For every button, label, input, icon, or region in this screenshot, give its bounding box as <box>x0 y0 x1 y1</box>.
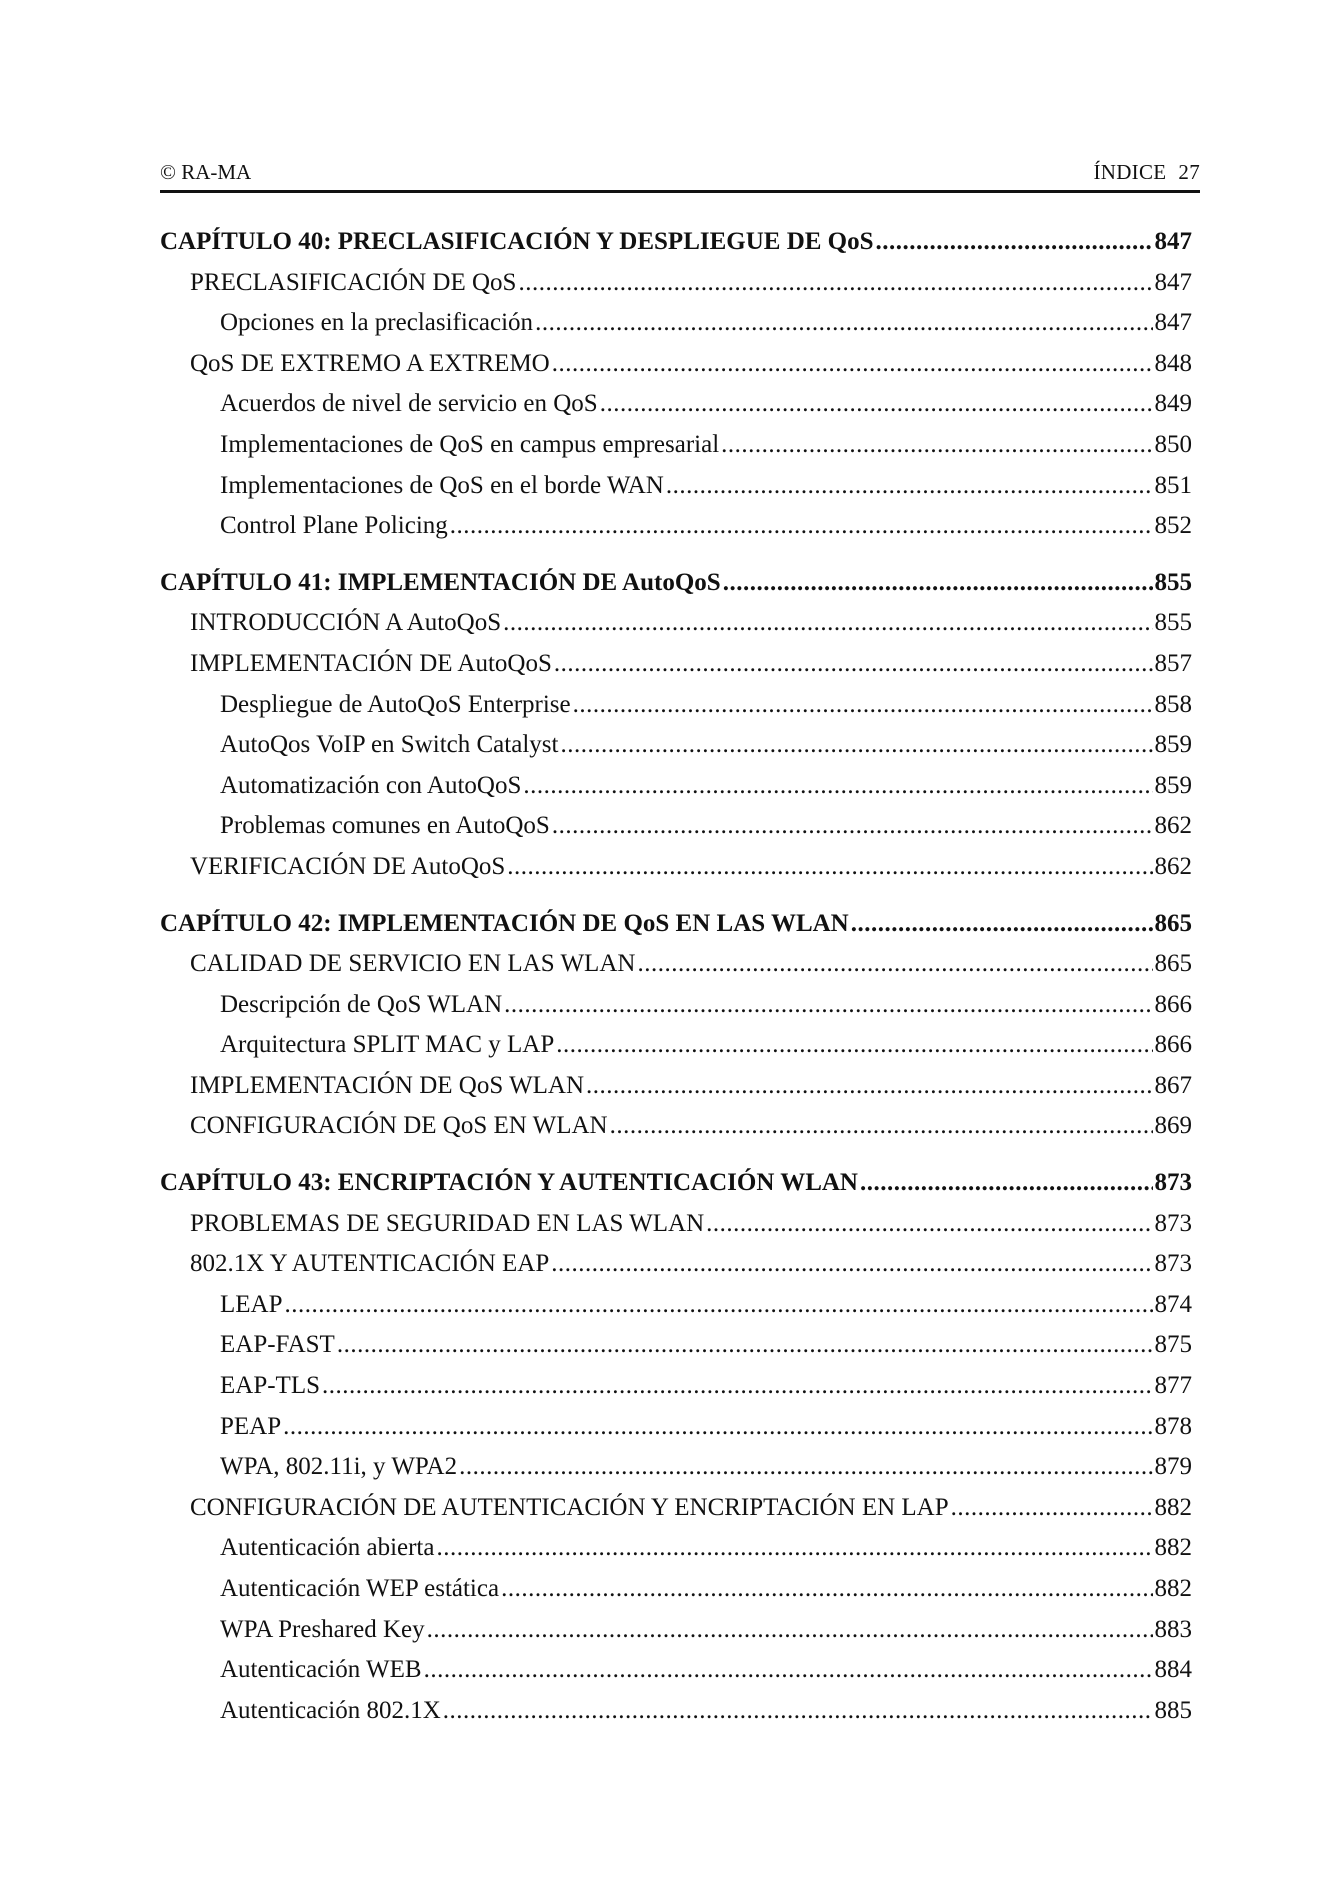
dot-leader <box>504 985 1152 1026</box>
dot-leader <box>560 725 1152 766</box>
toc-entry-page: 882 <box>1154 1493 1192 1521</box>
toc-entry-title: Autenticación WEP estática <box>220 1575 500 1602</box>
toc-subsection-entry[interactable] <box>160 766 1192 807</box>
toc-entry-title: IMPLEMENTACIÓN DE AutoQoS <box>190 649 552 677</box>
toc-entry-title: Autenticación WEB <box>220 1656 422 1684</box>
toc-entry-title: EAP-TLS <box>220 1372 320 1400</box>
toc-entry-title: CAPÍTULO 42: IMPLEMENTACIÓN DE QoS EN LAS WLAN <box>160 909 849 937</box>
dot-leader <box>337 1325 1153 1366</box>
toc-subsection-entry[interactable] <box>160 1569 1192 1610</box>
dot-leader <box>459 1447 1152 1488</box>
toc-entry-page: 869 <box>1154 1112 1192 1140</box>
toc-section-entry[interactable] <box>160 344 1192 385</box>
toc-chapter-entry[interactable] <box>160 222 1192 263</box>
toc-subsection-entry[interactable] <box>160 1325 1192 1366</box>
toc-entry-title: Descripción de QoS WLAN <box>220 990 503 1018</box>
publisher-label: © RA-MA <box>160 160 252 184</box>
toc-entry-page: 867 <box>1154 1071 1192 1099</box>
toc-entry-title: VERIFICACIÓN DE AutoQoS <box>190 852 506 880</box>
dot-leader <box>951 1488 1153 1529</box>
dot-leader <box>518 263 1152 304</box>
dot-leader <box>723 563 1153 604</box>
toc-entry-page: 859 <box>1154 771 1192 799</box>
toc-entry-page: 857 <box>1154 649 1192 677</box>
toc-subsection-entry[interactable] <box>160 466 1192 507</box>
toc-entry-title: QoS DE EXTREMO A EXTREMO <box>190 349 550 377</box>
toc-section-entry[interactable] <box>160 263 1192 304</box>
dot-leader <box>851 904 1153 945</box>
dot-leader <box>554 644 1153 685</box>
toc-section-entry[interactable] <box>160 1204 1192 1245</box>
toc-entry-title: LEAP <box>220 1290 283 1318</box>
dot-leader <box>556 1025 1152 1066</box>
toc-entry-title: CALIDAD DE SERVICIO EN LAS WLAN <box>190 950 636 978</box>
toc-section-entry[interactable] <box>160 1106 1192 1147</box>
dot-leader <box>552 344 1153 385</box>
dot-leader <box>721 425 1152 466</box>
toc-entry-page: 874 <box>1154 1290 1192 1318</box>
toc-entry-page: 878 <box>1154 1412 1192 1440</box>
toc-entry-title: Control Plane Policing <box>220 512 448 540</box>
dot-leader <box>706 1204 1152 1245</box>
dot-leader <box>507 847 1152 888</box>
dot-leader <box>573 685 1153 726</box>
toc-entry-title: IMPLEMENTACIÓN DE QoS WLAN <box>190 1071 585 1099</box>
toc-entry-page: 859 <box>1154 731 1192 759</box>
toc-entry-title: EAP-FAST <box>220 1331 335 1359</box>
toc-entry-page: 873 <box>1154 1169 1192 1197</box>
toc-entry-page: 865 <box>1154 909 1192 937</box>
toc-entry-page: 850 <box>1154 430 1192 458</box>
toc-entry-page: 848 <box>1154 349 1192 377</box>
toc-entry-title: WPA, 802.11i, y WPA2 <box>220 1453 458 1481</box>
toc-section-entry[interactable] <box>160 603 1192 644</box>
toc-entry-title: Autenticación abierta <box>220 1534 435 1562</box>
toc-entry-title: CAPÍTULO 43: ENCRIPTACIÓN Y AUTENTICACIÓN WLAN <box>160 1169 858 1197</box>
toc-entry-title: Despliegue de AutoQoS Enterprise <box>220 690 571 718</box>
dot-leader <box>600 384 1153 425</box>
dot-leader <box>427 1610 1153 1651</box>
toc-entry-title: Implementaciones de QoS en el borde WAN <box>220 471 664 499</box>
toc-section-entry[interactable] <box>160 1244 1192 1285</box>
toc-entry-page: 866 <box>1154 990 1192 1018</box>
toc-chapter-entry[interactable] <box>160 563 1192 604</box>
toc-entry-title: Problemas comunes en AutoQoS <box>220 812 550 840</box>
dot-leader <box>523 766 1152 807</box>
toc-entry-page: 847 <box>1154 268 1192 296</box>
toc-entry-title: CONFIGURACIÓN DE QoS EN WLAN <box>190 1112 608 1140</box>
toc-entry-title: CAPÍTULO 41: IMPLEMENTACIÓN DE AutoQoS <box>160 568 721 596</box>
toc-entry-page: 862 <box>1154 812 1192 840</box>
toc-entry-page: 855 <box>1154 568 1192 596</box>
toc-entry-page: 847 <box>1154 309 1192 337</box>
toc-chapter-entry[interactable] <box>160 1163 1192 1204</box>
toc-section-entry[interactable] <box>160 1066 1192 1107</box>
toc-entry-page: 862 <box>1154 852 1192 880</box>
toc-entry-title: CAPÍTULO 40: PRECLASIFICACIÓN Y DESPLIEGUE DE QoS <box>160 228 874 255</box>
toc-subsection-entry[interactable] <box>160 806 1192 847</box>
toc-subsection-entry[interactable] <box>160 1285 1192 1326</box>
toc-entry-page: 873 <box>1154 1250 1192 1278</box>
toc-entry-page: 866 <box>1154 1031 1192 1059</box>
toc-subsection-entry[interactable] <box>160 985 1192 1026</box>
dot-leader <box>860 1163 1153 1204</box>
page-number: 27 <box>1178 160 1200 184</box>
toc-entry-title: PRECLASIFICACIÓN DE QoS <box>190 268 517 296</box>
toc-subsection-entry[interactable] <box>160 725 1192 766</box>
index-label: ÍNDICE <box>1093 160 1167 184</box>
toc-entry-page: 873 <box>1154 1209 1192 1237</box>
toc-subsection-entry[interactable] <box>160 303 1192 344</box>
dot-leader <box>637 944 1152 985</box>
toc-subsection-entry[interactable] <box>160 1407 1192 1448</box>
dot-leader <box>666 466 1153 507</box>
toc-entry-page: 882 <box>1154 1575 1192 1602</box>
header-rule <box>160 190 1200 193</box>
toc-entry-title: PEAP <box>220 1412 282 1440</box>
toc-entry-page: 865 <box>1154 950 1192 978</box>
toc-subsection-entry[interactable] <box>160 1650 1192 1691</box>
toc-entry-page: 855 <box>1154 609 1192 637</box>
dot-leader <box>503 603 1152 644</box>
toc-subsection-entry[interactable] <box>160 1610 1192 1651</box>
toc-subsection-entry[interactable] <box>160 1447 1192 1488</box>
toc-entry-page: 858 <box>1154 690 1192 718</box>
toc-subsection-entry[interactable] <box>160 685 1192 726</box>
toc-entry-title: Automatización con AutoQoS <box>220 771 522 799</box>
toc-entry-title: WPA Preshared Key <box>220 1615 425 1643</box>
dot-leader <box>436 1528 1152 1569</box>
toc-entry-title: Implementaciones de QoS en campus empresarial <box>220 430 720 458</box>
toc-entry-title: Acuerdos de nivel de servicio en QoS <box>220 390 598 418</box>
toc-chapter-entry[interactable] <box>160 904 1192 945</box>
dot-leader <box>443 1691 1153 1732</box>
toc-entry-title: PROBLEMAS DE SEGURIDAD EN LAS WLAN <box>190 1209 705 1237</box>
toc-entry-title: Autenticación 802.1X <box>220 1696 441 1724</box>
toc-entry-page: 849 <box>1154 390 1192 418</box>
section-page-label <box>1093 160 1200 185</box>
toc-entry-page: 851 <box>1154 471 1192 499</box>
table-of-contents <box>160 222 1192 1731</box>
dot-leader <box>586 1066 1152 1107</box>
toc-section-entry[interactable] <box>160 1488 1192 1529</box>
toc-entry-page: 885 <box>1154 1696 1192 1724</box>
toc-section-entry[interactable] <box>160 644 1192 685</box>
toc-entry-page: 883 <box>1154 1615 1192 1643</box>
toc-entry-page: 879 <box>1154 1453 1192 1481</box>
dot-leader <box>501 1569 1152 1610</box>
dot-leader <box>535 303 1152 344</box>
toc-entry-page: 875 <box>1154 1331 1192 1359</box>
dot-leader <box>876 222 1153 263</box>
toc-subsection-entry[interactable] <box>160 384 1192 425</box>
dot-leader <box>285 1285 1153 1326</box>
running-header <box>160 160 1200 190</box>
toc-entry-page: 884 <box>1154 1656 1192 1684</box>
toc-entry-page: 847 <box>1154 228 1192 255</box>
toc-subsection-entry[interactable] <box>160 1025 1192 1066</box>
dot-leader <box>322 1366 1153 1407</box>
toc-subsection-entry[interactable] <box>160 1366 1192 1407</box>
toc-entry-title: Arquitectura SPLIT MAC y LAP <box>220 1031 555 1059</box>
dot-leader <box>450 506 1153 547</box>
toc-entry-page: 882 <box>1154 1534 1192 1562</box>
dot-leader <box>283 1407 1152 1448</box>
toc-subsection-entry[interactable] <box>160 1528 1192 1569</box>
dot-leader <box>552 806 1153 847</box>
toc-section-entry[interactable] <box>160 944 1192 985</box>
toc-entry-page: 852 <box>1154 512 1192 540</box>
toc-subsection-entry[interactable] <box>160 1691 1192 1732</box>
toc-entry-title: Opciones en la preclasificación <box>220 309 534 337</box>
toc-subsection-entry[interactable] <box>160 506 1192 547</box>
toc-entry-title: CONFIGURACIÓN DE AUTENTICACIÓN Y ENCRIPTACIÓN EN LAP <box>190 1493 949 1521</box>
toc-entry-title: AutoQos VoIP en Switch Catalyst <box>220 731 559 759</box>
dot-leader <box>424 1650 1153 1691</box>
toc-entry-page: 877 <box>1154 1372 1192 1400</box>
toc-entry-title: INTRODUCCIÓN A AutoQoS <box>190 609 502 637</box>
toc-entry-title: 802.1X Y AUTENTICACIÓN EAP <box>190 1250 550 1278</box>
toc-subsection-entry[interactable] <box>160 425 1192 466</box>
dot-leader <box>610 1106 1153 1147</box>
dot-leader <box>551 1244 1152 1285</box>
toc-section-entry[interactable] <box>160 847 1192 888</box>
